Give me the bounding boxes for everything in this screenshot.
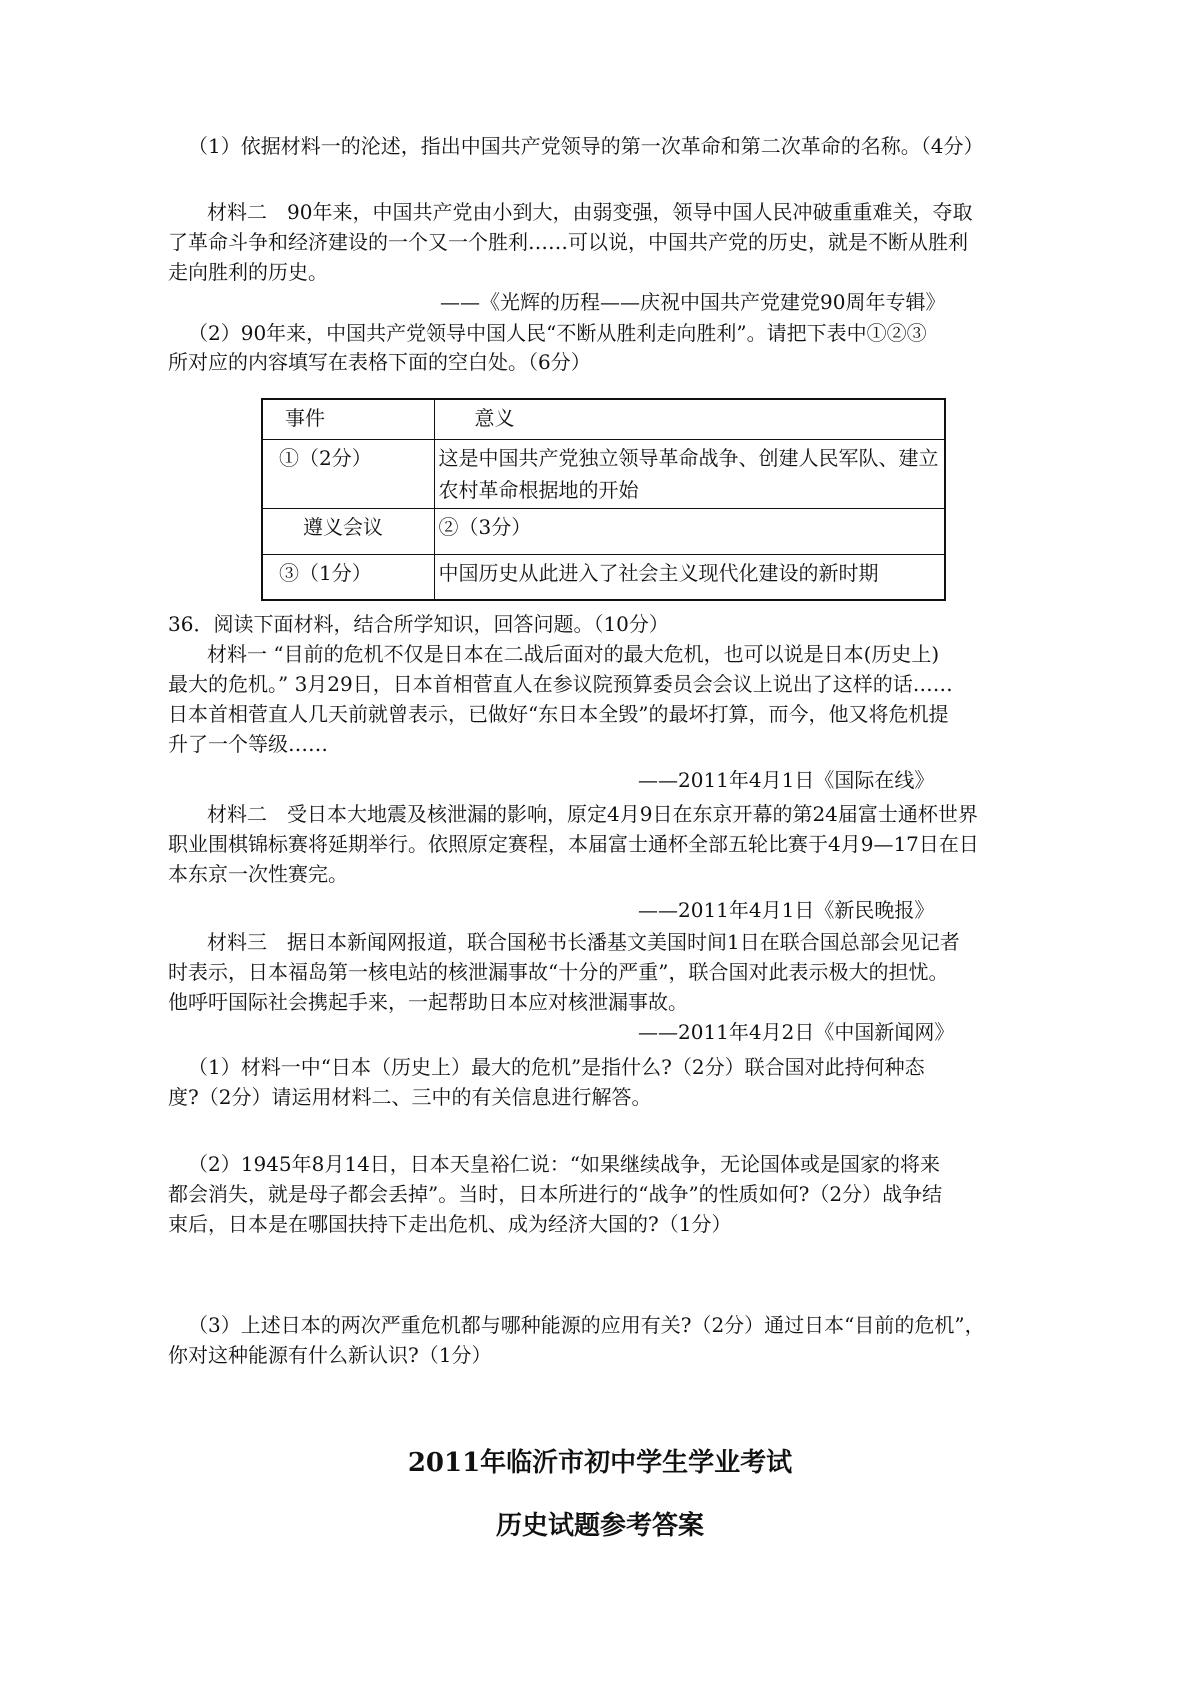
table-cell-event: 遵义会议	[262, 508, 434, 554]
q36-sub2-line: 束后，日本是在哪国扶持下走出危机、成为经济大国的?（1分）	[168, 1212, 732, 1236]
q36-sub2-line: 都会消失，就是母子都会丢掉”。当时，日本所进行的“战争”的性质如何?（2分）战争结	[168, 1182, 943, 1206]
q36-sub3-line: 你对这种能源有什么新认识?（1分）	[168, 1343, 492, 1367]
table-row	[262, 508, 945, 554]
q36-material1-line: 升了一个等级……	[168, 732, 328, 756]
table-cell-meaning: 这是中国共产党独立领导革命战争、创建人民军队、建立农村革命根据地的开始	[434, 439, 945, 508]
q36-material2-line: 本东京一次性赛完。	[168, 862, 348, 886]
q36-material3-line: 材料三 据日本新闻网报道，联合国秘书长潘基文美国时间1日在联合国总部会见记者	[207, 930, 960, 954]
q36-sub2-line: （2）1945年8月14日，日本天皇裕仁说：“如果继续战争，无论国体或是国家的将来	[188, 1152, 941, 1176]
q36-sub3-line: （3）上述日本的两次严重危机都与哪种能源的应用有关?（2分）通过日本“目前的危机”，	[188, 1313, 985, 1337]
q35-sub2-line: （2）90年来，中国共产党领导中国人民“不断从胜利走向胜利”。请把下表中①②③	[188, 321, 927, 345]
q36-material3-line: 时表示，日本福岛第一核电站的核泄漏事故“十分的严重”，联合国对此表示极大的担忧。	[168, 960, 949, 984]
q36-material1-line: 材料一 “目前的危机不仅是日本在二战后面对的最大危机，也可以说是日本(历史上)	[207, 642, 940, 666]
q35-material2-source: ——《光辉的历程——庆祝中国共产党建党90周年专辑》	[440, 290, 946, 314]
q35-sub2-line: 所对应的内容填写在表格下面的空白处。（6分）	[168, 350, 591, 374]
q36-sub1-line: 度?（2分）请运用材料二、三中的有关信息进行解答。	[168, 1085, 652, 1109]
q36-material1-line: 最大的危机。” 3月29日，日本首相菅直人在参议院预算委员会会议上说出了这样的话……	[168, 672, 953, 696]
q36-sub1-line: （1）材料一中“日本（历史上）最大的危机”是指什么?（2分）联合国对此持何种态	[188, 1055, 925, 1079]
answer-title-key: 历史试题参考答案	[495, 1511, 704, 1541]
table-header-row	[262, 399, 945, 439]
table-cell-meaning: 中国历史从此进入了社会主义现代化建设的新时期	[434, 554, 945, 600]
table-header-event: 事件	[262, 399, 434, 439]
q36-material1-source: ——2011年4月1日《国际在线》	[638, 768, 935, 792]
table-cell-meaning: ②（3分）	[434, 508, 945, 554]
table-row	[262, 554, 945, 600]
q35-material2-line: 走向胜利的历史。	[168, 260, 328, 284]
q35-material2-line: 了革命斗争和经济建设的一个又一个胜利……可以说，中国共产党的历史，就是不断从胜利	[168, 230, 968, 254]
q35-material2-line: 材料二 90年来，中国共产党由小到大，由弱变强，领导中国人民冲破重重难关，夺取	[207, 200, 973, 224]
q36-material2-line: 职业围棋锦标赛将延期举行。依照原定赛程，本届富士通杯全部五轮比赛于4月9—17日在日	[168, 832, 979, 856]
events-table	[261, 398, 946, 601]
answer-title-exam: 2011年临沂市初中学生学业考试	[407, 1448, 793, 1478]
table-cell-event: ①（2分）	[262, 439, 434, 508]
q35-sub1: （1）依据材料一的沦述，指出中国共产党领导的第一次革命和第二次革命的名称。（4分）	[188, 134, 984, 158]
q36-material2-line: 材料二 受日本大地震及核泄漏的影响，原定4月9日在东京开幕的第24届富士通杯世界	[207, 802, 978, 826]
table-row	[262, 439, 945, 508]
q36-material3-line: 他呼吁国际社会携起手来，一起帮助日本应对核泄漏事故。	[168, 990, 688, 1014]
q36-heading: 36．阅读下面材料，结合所学知识，回答问题。（10分）	[168, 612, 669, 636]
q36-material1-line: 日本首相菅直人几天前就曾表示，已做好“东日本全毁”的最坏打算，而今，他又将危机提	[168, 702, 949, 726]
q36-material2-source: ——2011年4月1日《新民晚报》	[638, 898, 935, 922]
table-header-meaning: 意义	[434, 399, 945, 439]
table-cell-event: ③（1分）	[262, 554, 434, 600]
q36-material3-source: ——2011年4月2日《中国新闻网》	[638, 1020, 955, 1044]
